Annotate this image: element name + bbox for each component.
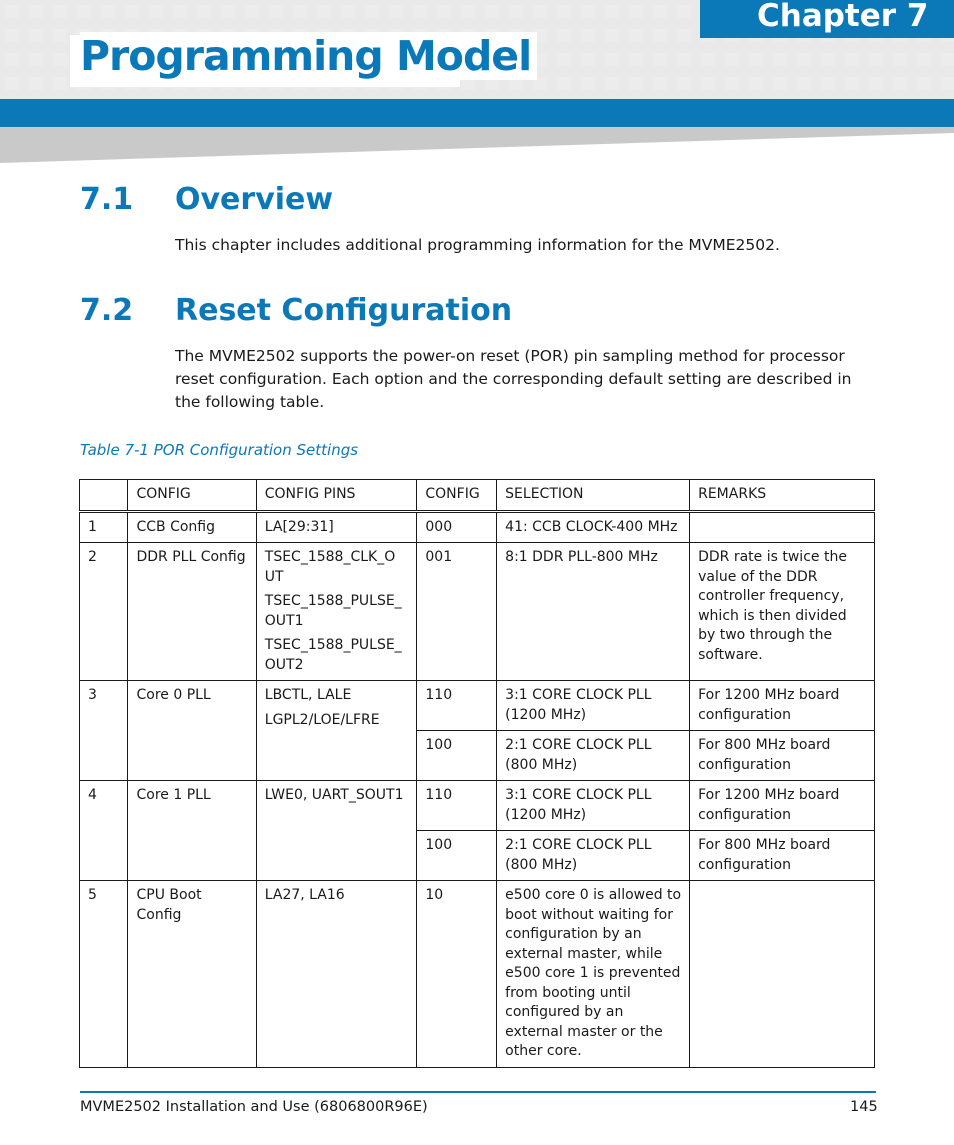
cell-config-value: 001 bbox=[417, 543, 497, 681]
pin-label: TSEC_1588_CLK_O UT bbox=[264, 549, 396, 585]
footer-doc-title: MVME2502 Installation and Use (6806800R96E) bbox=[80, 1099, 428, 1115]
pin-label: LA[29:31] bbox=[264, 518, 334, 535]
cell-config: Core 0 PLL bbox=[128, 681, 256, 781]
cell-selection: 3:1 CORE CLOCK PLL (1200 MHz) bbox=[497, 681, 690, 731]
cell-selection: 3:1 CORE CLOCK PLL (1200 MHz) bbox=[497, 781, 690, 831]
pin-label: LA27, LA16 bbox=[264, 887, 345, 903]
cell-config: CPU Boot Config bbox=[128, 881, 256, 1068]
cell-pins bbox=[256, 781, 417, 881]
header-cell-remarks: REMARKS bbox=[690, 480, 875, 512]
overview-paragraph: This chapter includes additional programming information for the MVME2502. bbox=[175, 236, 780, 254]
cell-selection: 41: CCB CLOCK-400 MHz bbox=[497, 511, 690, 543]
header-gray-wedge bbox=[0, 127, 954, 167]
header-cell-config-value: CONFIG bbox=[417, 480, 497, 512]
reset-configuration-paragraph: The MVME2502 supports the power-on reset (POR) pin sampling method for processor reset configuration. Each option and the corresponding default setting are described in the following table. bbox=[175, 347, 852, 411]
footer-rule bbox=[80, 1091, 876, 1093]
cell-config: CCB Config bbox=[128, 511, 256, 543]
section-number: 7.2 bbox=[80, 293, 134, 328]
cell-config: DDR PLL Config bbox=[128, 543, 256, 681]
cell-pins bbox=[256, 511, 417, 543]
cell-num: 2 bbox=[80, 543, 128, 681]
chapter-title: Programming Model bbox=[80, 32, 537, 80]
footer-page-number: 145 bbox=[850, 1099, 878, 1115]
cell-remarks: For 1200 MHz board configuration bbox=[690, 781, 875, 831]
por-configuration-table bbox=[79, 479, 875, 1068]
table-caption: Table 7-1 POR Configuration Settings bbox=[80, 441, 359, 459]
cell-remarks: For 800 MHz board configuration bbox=[690, 831, 875, 881]
cell-config-value: 110 bbox=[417, 681, 497, 731]
cell-config-value: 000 bbox=[417, 511, 497, 543]
cell-remarks: For 800 MHz board configuration bbox=[690, 731, 875, 781]
header-cell-config-pins: CONFIG PINS bbox=[256, 480, 417, 512]
cell-config-value: 10 bbox=[417, 881, 497, 1068]
cell-remarks: DDR rate is twice the value of the DDR controller frequency, which is then divided by two through the software. bbox=[690, 543, 875, 681]
table-header-row bbox=[80, 480, 875, 512]
cell-config-value: 100 bbox=[417, 831, 497, 881]
cell-remarks bbox=[690, 881, 875, 1068]
cell-pins bbox=[256, 543, 417, 681]
cell-num: 1 bbox=[80, 511, 128, 543]
header-cell-config: CONFIG bbox=[128, 480, 256, 512]
cell-pins bbox=[256, 881, 417, 1068]
table-row bbox=[80, 511, 875, 543]
table-row bbox=[80, 781, 875, 831]
header-blue-band bbox=[0, 99, 954, 127]
cell-num: 5 bbox=[80, 881, 128, 1068]
pin-label: TSEC_1588_PULSE_ OUT1 bbox=[264, 593, 402, 629]
header-cell-selection: SELECTION bbox=[497, 480, 690, 512]
cell-remarks bbox=[690, 511, 875, 543]
section-number: 7.1 bbox=[80, 182, 134, 217]
cell-selection: 8:1 DDR PLL-800 MHz bbox=[497, 543, 690, 681]
cell-pins bbox=[256, 681, 417, 781]
cell-selection: e500 core 0 is allowed to boot without waiting for configuration by an external master, while e500 core 1 is prevented from booting until configured by an external master or the other core. bbox=[497, 881, 690, 1068]
section-title: Overview bbox=[175, 182, 334, 217]
pin-label: TSEC_1588_PULSE_ OUT2 bbox=[264, 637, 402, 673]
pin-label: LBCTL, LALE bbox=[264, 687, 352, 703]
table-row bbox=[80, 543, 875, 681]
table-row bbox=[80, 681, 875, 731]
cell-remarks: For 1200 MHz board configuration bbox=[690, 681, 875, 731]
cell-config: Core 1 PLL bbox=[128, 781, 256, 881]
section-title: Reset Configuration bbox=[175, 293, 513, 328]
header-cell-num bbox=[80, 480, 128, 512]
cell-config-value: 100 bbox=[417, 731, 497, 781]
pin-label: LGPL2/LOE/LFRE bbox=[264, 711, 380, 728]
table-row bbox=[80, 881, 875, 1068]
cell-num: 3 bbox=[80, 681, 128, 781]
cell-selection: 2:1 CORE CLOCK PLL (800 MHz) bbox=[497, 831, 690, 881]
cell-config-value: 110 bbox=[417, 781, 497, 831]
chapter-label: Chapter 7 bbox=[757, 0, 929, 34]
pin-label: LWE0, UART_SOUT1 bbox=[264, 787, 404, 803]
cell-selection: 2:1 CORE CLOCK PLL (800 MHz) bbox=[497, 731, 690, 781]
cell-num: 4 bbox=[80, 781, 128, 881]
